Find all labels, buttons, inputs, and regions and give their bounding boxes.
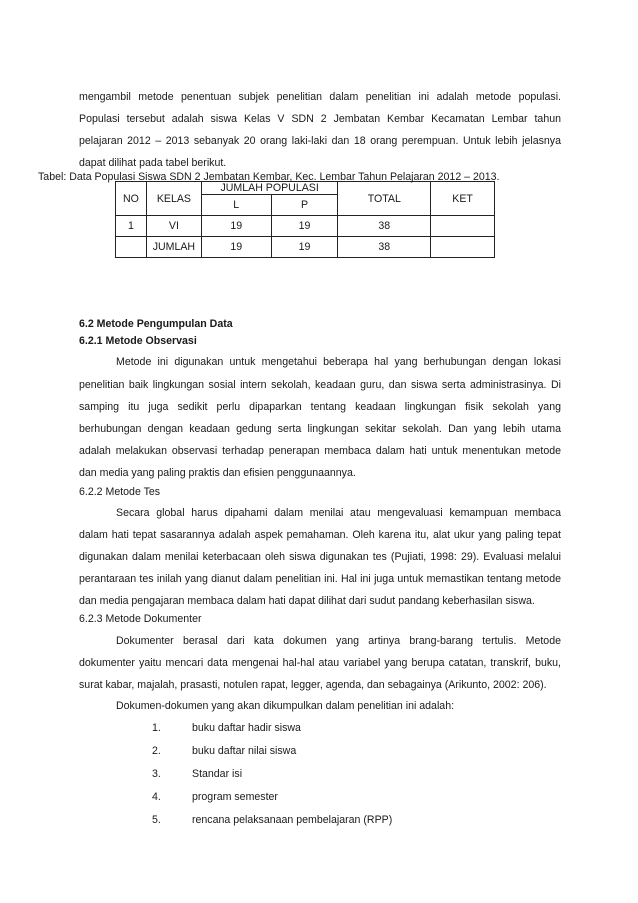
observasi-line-4: berhubungan dengan keadaan gedung serta lingkungan sekitar sekolah. Dan yang lebih utama [79, 423, 561, 435]
cell-p: 19 [271, 237, 338, 258]
section-heading-6-2-1: 6.2.1 Metode Observasi [79, 335, 197, 347]
list-item-text: rencana pelaksanaan pembelajaran (RPP) [192, 814, 393, 826]
tes-line-1: Secara global harus dipahami dalam menilai atau mengevaluasi kemampuan membaca [116, 507, 561, 519]
observasi-line-6: dan media yang paling praktis dan efisien penggunaannya. [79, 467, 356, 479]
observasi-line-2: penelitian baik lingkungan sosial intern sekolah, keadaan guru, dan siswa serta administrasinya. Di [79, 379, 561, 391]
header-total: TOTAL [338, 182, 431, 216]
list-item-number: 1. [152, 722, 161, 734]
section-heading-6-2-2: 6.2.2 Metode Tes [79, 486, 161, 498]
header-l: L [201, 195, 271, 216]
tes-line-2: dalam hati tepat sasarannya adalah aspek pemahaman. Oleh karena itu, alat ukur yang paling tepat [79, 529, 561, 541]
cell-l: 19 [201, 237, 271, 258]
tes-line-5: dan media pengajaran membaca dalam hati dapat dilihat dari sudut pandang keberhasilan siswa. [79, 595, 535, 607]
table-row [116, 216, 495, 237]
table-row [116, 237, 495, 258]
intro-line-2: Populasi tersebut adalah siswa Kelas V SDN 2 Jembatan Kembar Kecamatan Lembar tahun [79, 113, 561, 125]
intro-line-4: dapat dilihat pada tabel berikut. [79, 157, 227, 169]
cell-ket [431, 237, 495, 258]
cell-p: 19 [271, 216, 338, 237]
header-p: P [271, 195, 338, 216]
list-item-number: 3. [152, 768, 161, 780]
list-item-number: 5. [152, 814, 161, 826]
cell-kelas: VI [146, 216, 201, 237]
cell-l: 19 [201, 216, 271, 237]
documents-intro: Dokumen-dokumen yang akan dikumpulkan dalam penelitian ini adalah: [116, 700, 455, 712]
header-jumlah-populasi: JUMLAH POPULASI [201, 182, 338, 195]
table-caption: Tabel: Data Populasi Siswa SDN 2 Jembatan Kembar, Kec. Lembar Tahun Pelajaran 2012 – 2013. [38, 171, 500, 183]
list-item-text: buku daftar hadir siswa [192, 722, 301, 734]
tes-line-3: digunakan dalam menilai keterbacaan oleh siswa digunakan tes (Pujiati, 1998: 29). Evaluasi melalui [79, 551, 561, 563]
observasi-line-3: samping itu juga sedikit perlu dipaparkan tentang keadaan lingkungan fisik sekolah yang [79, 401, 561, 413]
header-no: NO [116, 182, 147, 216]
section-heading-6-2: 6.2 Metode Pengumpulan Data [79, 318, 233, 330]
list-item-number: 2. [152, 745, 161, 757]
tes-line-4: perantaraan tes inilah yang dianut dalam penelitian ini. Hal ini juga untuk memastikan tentang metode [79, 573, 561, 585]
cell-kelas: JUMLAH [146, 237, 201, 258]
cell-ket [431, 216, 495, 237]
intro-line-1: mengambil metode penentuan subjek penelitian dalam penelitian ini adalah metode populasi. [79, 91, 561, 103]
cell-no: 1 [116, 216, 147, 237]
header-ket: KET [431, 182, 495, 216]
section-heading-6-2-3: 6.2.3 Metode Dokumenter [79, 613, 202, 625]
population-table [115, 181, 495, 258]
list-item-text: program semester [192, 791, 278, 803]
list-item-number: 4. [152, 791, 161, 803]
observasi-line-5: adalah melakukan observasi terhadap penerapan membaca dalam hati untuk menentukan metode [79, 445, 561, 457]
header-kelas: KELAS [146, 182, 201, 216]
cell-total: 38 [338, 216, 431, 237]
dokumenter-line-3: surat kabar, majalah, prasasti, notulen rapat, legger, agenda, dan sebagainya (Arikunto, 2002: 206). [79, 679, 547, 691]
dokumenter-line-2: dokumenter yaitu mencari data mengenai hal-hal atau variabel yang berupa catatan, transkrif, buku, [79, 657, 561, 669]
cell-no [116, 237, 147, 258]
observasi-line-1: Metode ini digunakan untuk mengetahui beberapa hal yang berhubungan dengan lokasi [116, 356, 561, 368]
intro-line-3: pelajaran 2012 – 2013 sebanyak 20 orang laki-laki dan 18 orang perempuan. Untuk lebih jelasnya [79, 135, 561, 147]
list-item-text: Standar isi [192, 768, 243, 780]
list-item-text: buku daftar nilai siswa [192, 745, 297, 757]
dokumenter-line-1: Dokumenter berasal dari kata dokumen yang artinya brang-barang tertulis. Metode [116, 635, 561, 647]
cell-total: 38 [338, 237, 431, 258]
